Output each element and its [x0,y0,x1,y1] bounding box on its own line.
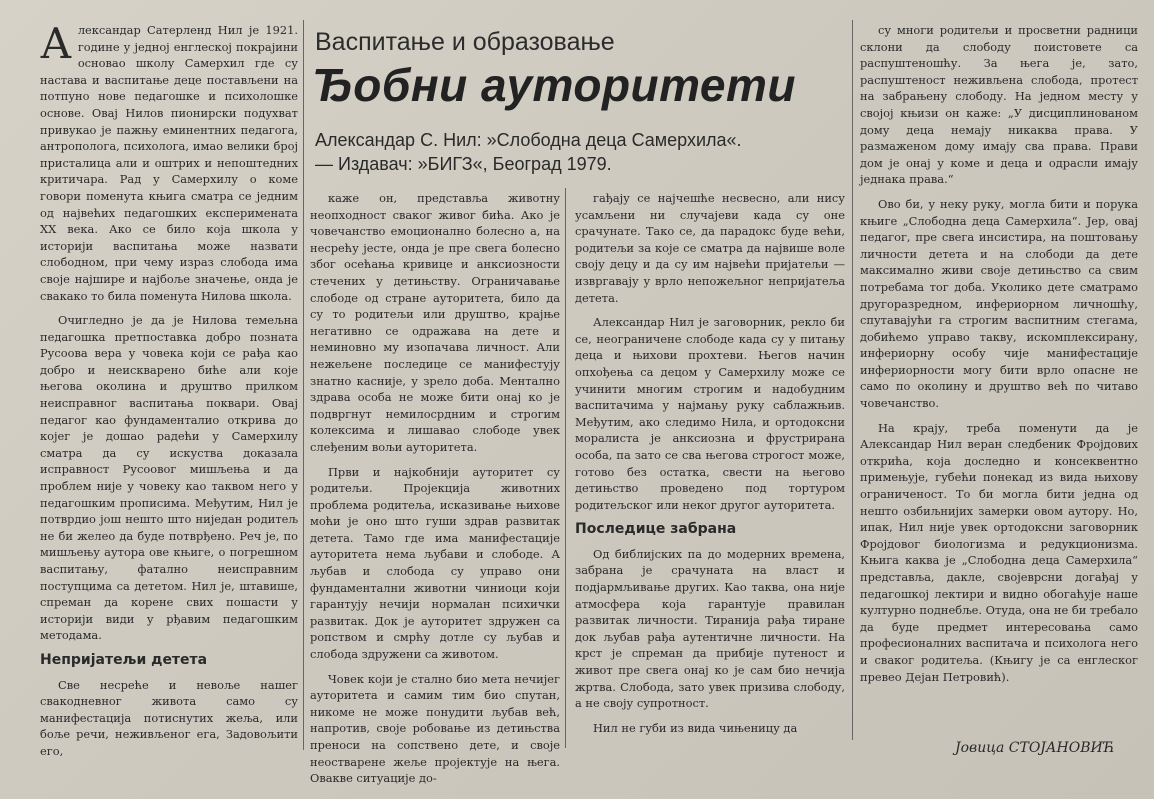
paragraph: гађају се најчешће несвесно, али нису усамљени ни случајеви када су оне срачунате. Тако се, да парадокс буде већи, родитељи за које се сматра да највише воле своју децу и да су им највећи пријатељи — извргавају у врло непожељног непријатеља детета. [575,191,845,305]
column-rule-1 [303,20,304,750]
section-kicker: Васпитање и образовање [315,28,615,56]
column-rule-2 [565,188,566,748]
paragraph: Човек који је стално био мета нечијег ауторитета и самим тим био спутан, никоме не може понудити љубав већ, напротив, своје робовање из детињства преноси на сопствено дете, и своје неостварене жеље пројектује на њега. Овакве ситуације до- [310,671,560,786]
column-rule-3 [852,20,853,740]
paragraph: На крају, треба поменути да је Александар Нил веран следбеник Фројдових открића, која доследно и консеквентно примењује, губећи понекад из вида њихову ограниченост. То би могла бити једна од нешто озбиљнијих замерки овом аутору. Но, ипак, Нил није увек ортодоксни заговорник Фројдовог биологизма и редукционизма. Књига каква је „Слободна деца Самерхила“ представља, дакле, својеврсни догађај у педагошкој лектири и видно обогаћује наше културно поднебље. Отуда, она не би требало да буде предмет интересовања само професионалних васпитача и психолога него и сваког родитеља. (Књигу је са енглеског превео Дејан Петровић). [860,420,1139,684]
paragraph: су многи родитељи и просветни радници склони да слободу поистовете са распуштеношћу. За њега је, зато, распуштеност неживљена слобода, протест на забрањену слободу. На једном месту у својој књизи он каже: „У дисциплинованом дому деца немају никаква права. У размаженом дому имају сва права. Прави дом је онај у коме и деца и одрасли имају једнака права.“ [860,23,1138,187]
paragraph [40,19,298,304]
paragraph: Нил не губи из вида чињеницу да [593,720,798,735]
paragraph: Александар Нил је заговорник, рекло би се, неограничене слободе када су у питању деца и њихови прохтеви. Његов начин опхођења са децом у Самерхилу може се учинити многим строгим и надобудним васпитачима у најмању руку саблажњив. Међутим, ако следимо Нила, и ортодоксни моралиста је анксиозна и фрустрирана особа, па зато се сва његова строгост може, готово без остатка, свести на његово детињство проведено под тортуром родитељског или неког другог ауторитета. [575,315,845,512]
article-headline: Ђобни ауторитети [312,59,797,111]
column-1 [40,19,298,762]
paragraph: Ово би, у неку руку, могла бити и порука књиге „Слободна деца Самерхила“. Јер, овај педагог, пре свега инсистира, на поштовању личности детета и на слободи да дете максимално живи своје детињство са свим потребама тог доба. Уколико дете сматрамо другоразредном, инфериорном личношћу, спутавајући га строгим васпитним стегама, добићемо управо такву, искомплексирану, инфериорну особу чије манифестације инфериорности могу бити врло опасне не само по околину и друштво већ по читаво човечанство. [860,196,1138,411]
subheading-enemies: Непријатељи детета [40,651,208,668]
drop-cap: А [40,19,72,68]
paragraph: Очигледно је да је Нилова темељна педагошка претпоставка добро позната Русоова вера у човека који се рађа као добро и неискварено биће али које његова околина и друштво прилком неисправног васпитања поквари. Овај педагог као фундаменталио открива до којег је дошао радећи у Самерхилу сматра да су искуства доказала исправност Русоовог мишљења и да проблем није у човеку као таквом него у педагошким прописима. Међутим, Нил је потврдио још нешто што ниједан родитељ не би желео да буде потврђено. Реч је, по мишљењу аутора ове књиге, о погрешном васпитању, фатално неисправним поступцима са дететом. Нил је, штавише, спреман да корене свих пошасти у историји види у рђавим педагошким методама. [40,313,298,643]
column-2 [310,190,560,786]
author-byline: Јовица СТОЈАНОВИЋ [955,740,1115,756]
paragraph: Од библијских па до модерних времена, забрана је срачуната на власт и подјармљивање других. Као таква, она није атмосфера која гарантује правилан развитак личности. Тиранија рађа тиране док љубав рађа аутентичне личности. На крст је спреман да прибије путеност и живот пре свега онај ко је сам био нечија жртва. Слобода, зато увек призива слободу, а не своју супротност. [575,546,845,711]
column-3 [575,190,845,750]
credit-line-2: — Издавач: »БИГЗ«, Београд 1979. [315,154,612,174]
paragraph: каже он, представља животну неопходност сваког живог бића. Ако је човечанство емоционално болесно а, на несрећу јесте, онда је пре свега болесно због осећања кривице и анксиозности стечених у детињству. Ограничавање слободе од стране ауторитета, било да су то родитељи или друштво, крајње негативно се одражава на дете и неминовно му изопачава личност. Али нежељене последице се манифестују знатно касније, у зрело доба. Ментално здрава особа не може бити онај ко је подвргнут немилосрдним и строгим колексима и лишавао слободе увек слеђеним вољи ауторитета. [310,191,560,454]
paragraph-text: лександар Сатерленд Нил је 1921. године у једној енглеској покрајини основао школу Самерхил где су настава и васпитање деце постављени на потпуно нове педагошке и психолошке основе. Овај Нилов пионирски подухват привукао је пажњу еминентних педагога, антрополога, психолога, имао велики број присталица али и оштрих и непоштедних критичара. Рад у Самерхилу о коме говори поменута књига сматра се једним од највећих педагошких експеримената XX века. Ако се било која школа у историји васпитања може назвати слободном, при чему израз слобода има своје најшире и најбоље значење, онда је свакако то била поменута Нилова школа. [40,23,298,303]
subheading-consequences: Последице забрана [575,521,737,538]
paragraph: Први и најкобнији ауторитет су родитељи. Пројекција животних проблема родитеља, исказивање њихове моћи је оно што гуши здрав развитак детета. Тамо где има манифестације ауторитета нема љубави и слободе. А љубав и слобода су управо они фундаментални животни чиниоци који гарантују нечији нормалан психички развитак. Док је ауторитет здружен са ропством и смрћу дотле су љубав и слобода здружени са животом. [310,464,560,662]
paragraph: Све несреће и невоље нашег свакодневног живота само су манифестација потиснутих жеља, или боље речи, неживљеног ега, Задовољити его, [40,677,298,758]
book-credit [315,128,835,176]
credit-line-1: Александар С. Нил: »Слободна деца Самерхила«. [315,130,742,150]
column-4 [860,22,1138,734]
